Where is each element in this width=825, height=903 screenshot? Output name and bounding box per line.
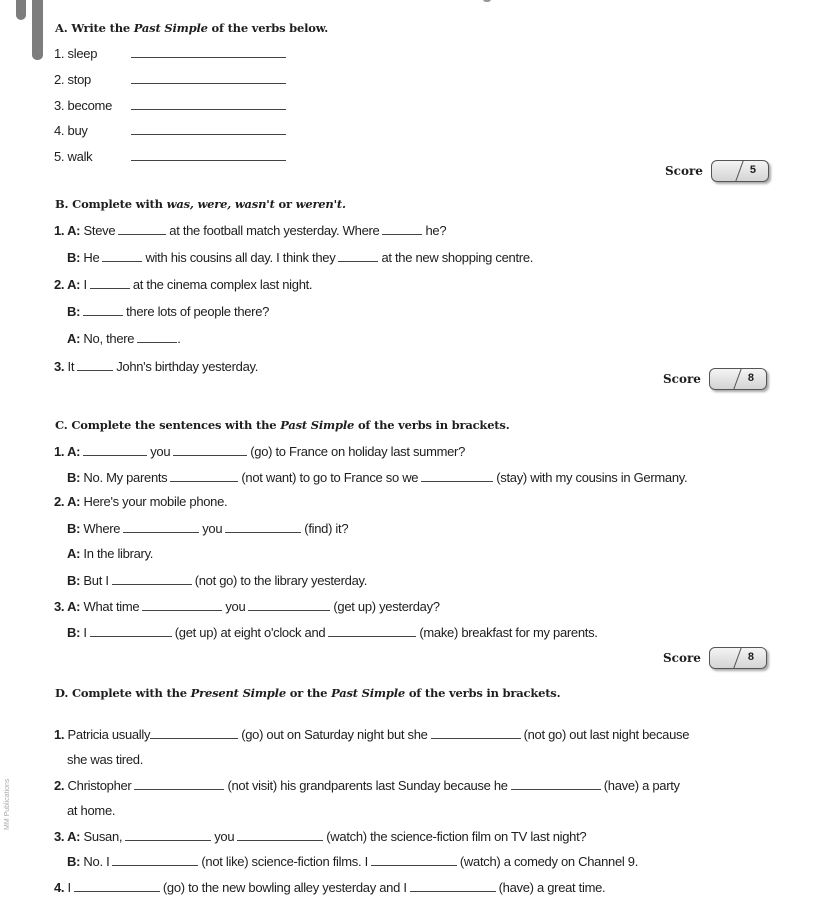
section-b-heading [55,197,346,211]
item-number: B: [67,304,81,319]
heading-text: of the verbs in brackets. [405,686,561,700]
binder-ring [32,0,43,60]
section-c-heading [55,418,510,432]
list-item [54,148,289,164]
heading-emph: Past Simple [133,21,208,35]
answer-blank[interactable] [371,853,457,866]
answer-blank[interactable] [421,469,493,482]
exercise-line [54,494,227,509]
text: you [150,444,171,459]
item-number: A: [67,546,81,561]
text: you [214,829,235,844]
text: (find) it? [304,521,349,536]
answer-blank[interactable] [131,97,286,110]
item-number: 2. A: [54,277,81,292]
item-number: 3. A: [54,829,81,844]
text: Where [80,521,121,536]
text: (watch) the science-fiction film on TV last night? [326,829,587,844]
exercise-line [54,443,465,459]
text: No. My parents [80,470,168,485]
answer-blank[interactable] [134,777,224,790]
slash [733,368,741,389]
item-number: 1. A: [54,444,81,459]
item-number: B: [67,854,81,869]
slash [735,160,743,181]
heading-emph: Past Simple [280,418,355,432]
text: you [225,599,246,614]
text: at the cinema complex last night. [132,277,313,292]
exercise-line [54,276,312,292]
answer-blank[interactable] [125,828,211,841]
exercise-line [54,726,689,742]
answer-blank[interactable] [131,45,286,58]
verb: 3. become [54,98,113,113]
text: (go) out on Saturday night but she [241,727,428,742]
heading-text: D. Complete with the [55,686,191,700]
text: (get up) yesterday? [333,599,440,614]
publisher-credit: MM Publications [4,778,11,830]
answer-blank[interactable] [225,520,301,533]
exercise-line [67,624,598,640]
heading-text: of the verbs below. [207,21,329,35]
answer-blank[interactable] [170,469,238,482]
exercise-line [54,598,440,614]
answer-blank[interactable] [112,853,198,866]
answer-blank[interactable] [237,828,323,841]
text: In the library. [80,546,154,561]
text: He [80,250,100,265]
answer-blank[interactable] [338,249,378,262]
text: John's birthday yesterday. [116,359,259,374]
text: No, there [80,331,135,346]
text: Christopher [64,778,132,793]
exercise-line [67,546,153,561]
text: Patricia usually [64,727,151,742]
text: What time [80,599,140,614]
answer-blank[interactable] [328,624,416,637]
answer-blank[interactable] [142,598,222,611]
exercise-line [67,572,367,588]
item-number: 2. A: [54,494,81,509]
section-a-heading [55,21,328,35]
item-number: 2. [54,778,65,793]
text: (go) to the new bowling alley yesterday and I [162,880,407,895]
list-item [54,71,289,87]
text: (get up) at eight o'clock and [174,625,326,640]
item-number: B: [67,470,81,485]
item-number: 1. A: [54,223,81,238]
text: (not visit) his grandparents last Sunday because he [227,778,508,793]
item-number: 3. A: [54,599,81,614]
heading-text: B. Complete with [55,197,167,211]
text: with his cousins all day. I think they [145,250,336,265]
text: But I [80,573,109,588]
score-box-a [665,160,769,182]
list-item [54,97,289,113]
text: (not go) to the library yesterday. [194,573,368,588]
list-item [54,45,289,61]
answer-blank[interactable] [74,879,160,892]
text: (have) a great time. [498,880,606,895]
answer-blank[interactable] [511,777,601,790]
text: I [80,277,87,292]
exercise-line [67,469,687,485]
score-input[interactable] [709,368,767,390]
text: (stay) with my cousins in Germany. [496,470,688,485]
verb: 4. buy [54,123,88,138]
answer-blank[interactable] [131,71,286,84]
exercise-line [54,358,258,374]
heading-text: A. Write the [55,21,134,35]
item-number: B: [67,521,81,536]
score-label: Score [665,164,703,178]
heading-text: C. Complete the sentences with the [55,418,281,432]
answer-blank[interactable] [83,303,123,316]
exercise-line [54,828,586,844]
text: at home. [67,803,116,818]
score-label: Score [663,372,701,386]
item-number: B: [67,625,81,640]
text: (watch) a comedy on Channel 9. [459,854,639,869]
text: Here's your mobile phone. [80,494,228,509]
exercise-line [54,879,605,895]
exercise-line [54,222,446,238]
answer-blank[interactable] [112,572,192,585]
exercise-line [67,520,348,536]
exercise-line [67,249,533,265]
heading-text: or [274,197,296,211]
list-item [54,122,289,138]
answer-blank[interactable] [150,726,238,739]
text: (make) breakfast for my parents. [419,625,598,640]
answer-blank[interactable] [248,598,330,611]
text: It [64,359,75,374]
score-box-c [663,647,767,669]
item-number: B: [67,250,81,265]
text: there lots of people there? [126,304,270,319]
item-number: 4. [54,880,65,895]
answer-blank[interactable] [173,443,247,456]
text: at the new shopping centre. [381,250,534,265]
score-box-b [663,368,767,390]
text: (not want) to go to France so we [241,470,419,485]
text: (have) a party [603,778,680,793]
heading-emph: Past Simple [331,686,406,700]
text: (not like) science-fiction films. I [201,854,368,869]
answer-blank[interactable] [431,726,521,739]
verb: 2. stop [54,72,91,87]
item-number: A: [67,331,81,346]
score-max: 8 [747,651,754,663]
text: (not go) out last night because [523,727,690,742]
exercise-line [67,303,269,319]
answer-blank[interactable] [102,249,142,262]
heading-emph: was, were, wasn't [166,197,275,211]
text: No. I [80,854,110,869]
binder-ring [16,0,26,20]
heading-emph: weren't. [295,197,346,211]
text: at the football match yesterday. Where [169,223,380,238]
score-label: Score [663,651,701,665]
answer-blank[interactable] [382,222,422,235]
section-d-heading [55,686,560,700]
answer-blank[interactable] [123,520,199,533]
text: he? [425,223,447,238]
answer-blank[interactable] [410,879,496,892]
text: I [64,880,71,895]
exercise-line [67,752,143,767]
heading-emph: Present Simple [190,686,286,700]
item-number: B: [67,573,81,588]
text: you [202,521,223,536]
answer-blank[interactable] [90,624,172,637]
text: she was tired. [67,752,144,767]
text: I [80,625,87,640]
answer-blank[interactable] [77,358,113,371]
text: (go) to France on holiday last summer? [250,444,466,459]
text: Steve [80,223,116,238]
item-number: 1. [54,727,65,742]
item-number: 3. [54,359,65,374]
score-max: 5 [749,164,756,176]
score-max: 8 [747,372,754,384]
heading-text: or the [285,686,332,700]
punch-hole [483,0,491,2]
text: . [177,331,181,346]
answer-blank[interactable] [137,330,177,343]
exercise-line [67,803,115,818]
answer-blank[interactable] [118,222,166,235]
slash [733,647,741,668]
answer-blank[interactable] [83,443,147,456]
verb: 5. walk [54,149,93,164]
exercise-line [67,330,181,346]
heading-text: of the verbs in brackets. [354,418,510,432]
exercise-line [67,853,638,869]
text: Susan, [80,829,123,844]
score-input[interactable] [711,160,769,182]
answer-blank[interactable] [131,122,286,135]
answer-blank[interactable] [131,148,286,161]
verb: 1. sleep [54,46,98,61]
score-input[interactable] [709,647,767,669]
answer-blank[interactable] [90,276,130,289]
exercise-line [54,777,680,793]
